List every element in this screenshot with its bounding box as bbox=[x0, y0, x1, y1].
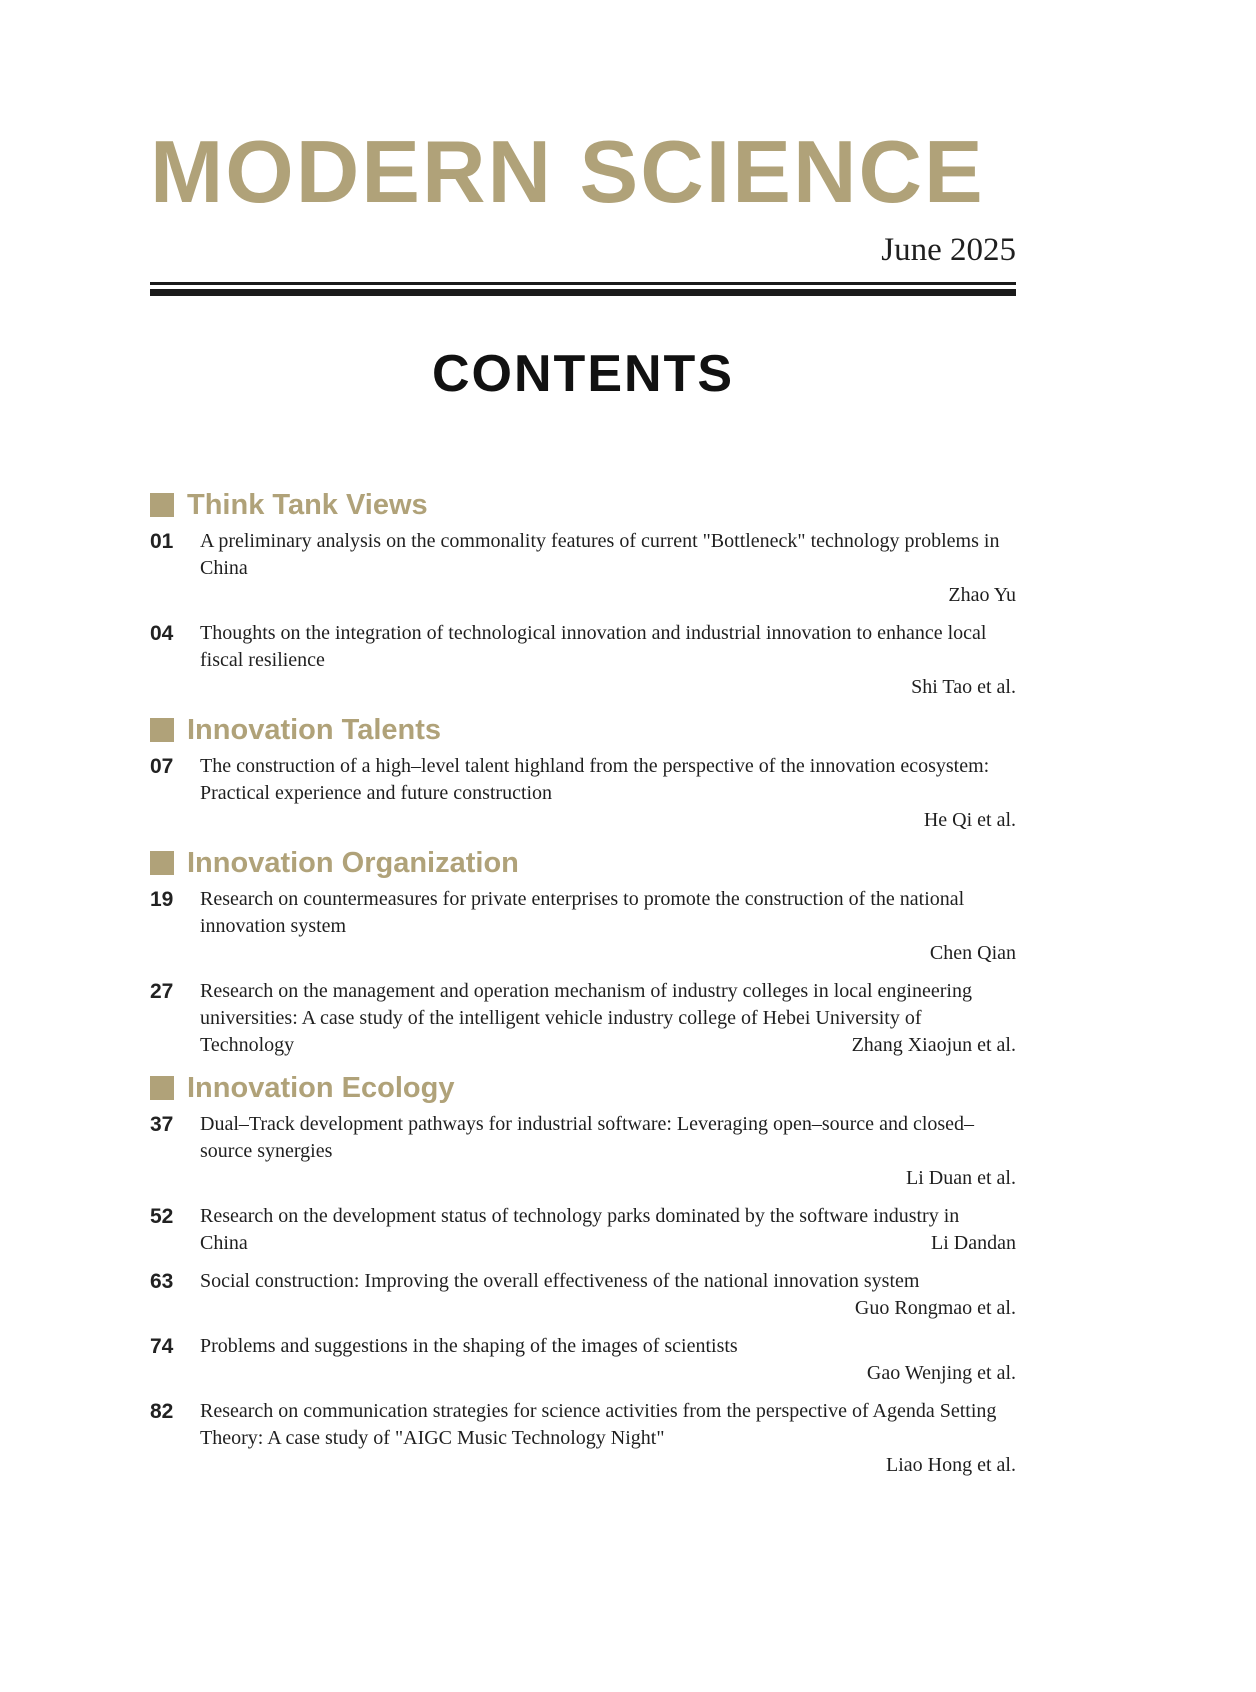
entry-author: He Qi et al. bbox=[923, 809, 1016, 832]
toc-entry bbox=[150, 528, 1016, 609]
entry-title-line: universities: A case study of the intelligent vehicle industry college of Hebei University of bbox=[200, 1007, 922, 1030]
entry-title-line: source synergies bbox=[200, 1140, 333, 1163]
entry-body bbox=[200, 1398, 1016, 1479]
toc-entry bbox=[150, 1111, 1016, 1192]
toc-section bbox=[150, 1071, 1016, 1479]
toc-entry bbox=[150, 886, 1016, 967]
entry-body bbox=[200, 886, 1016, 967]
entry-title-line: A preliminary analysis on the commonality features of current "Bottleneck" technology problems in bbox=[200, 530, 1000, 553]
header-double-rule bbox=[150, 282, 1016, 296]
section-bullet-icon bbox=[150, 851, 174, 875]
entry-title-line: Theory: A case study of "AIGC Music Technology Night" bbox=[200, 1427, 665, 1450]
entry-title-line: Research on the management and operation mechanism of industry colleges in local engineering bbox=[200, 980, 972, 1003]
entry-body bbox=[200, 528, 1016, 609]
entry-title-line: Social construction: Improving the overall effectiveness of the national innovation system bbox=[200, 1270, 920, 1293]
toc-entry bbox=[150, 753, 1016, 834]
toc-entry bbox=[150, 1398, 1016, 1479]
entry-author: Shi Tao et al. bbox=[911, 676, 1016, 699]
entry-body bbox=[200, 978, 1016, 1059]
entry-title-line: Dual–Track development pathways for industrial software: Leveraging open–source and closed– bbox=[200, 1113, 975, 1136]
contents-title: CONTENTS bbox=[432, 345, 734, 404]
entry-title-line: The construction of a high–level talent highland from the perspective of the innovation ecosystem: bbox=[200, 755, 990, 778]
entry-author: Liao Hong et al. bbox=[886, 1454, 1016, 1477]
entry-page-number: 63 bbox=[150, 1270, 174, 1294]
entry-body bbox=[200, 753, 1016, 834]
entry-title-line: fiscal resilience bbox=[200, 649, 325, 672]
journal-title: MODERN SCIENCE bbox=[150, 122, 985, 221]
toc-entry bbox=[150, 1268, 1016, 1322]
entry-title-line: Thoughts on the integration of technological innovation and industrial innovation to enhance local bbox=[200, 622, 987, 645]
entry-page-number: 37 bbox=[150, 1113, 174, 1137]
entry-author: Guo Rongmao et al. bbox=[854, 1297, 1016, 1320]
entry-title-line: Research on the development status of technology parks dominated by the software industry in bbox=[200, 1205, 960, 1228]
section-bullet-icon bbox=[150, 1076, 174, 1100]
toc-section bbox=[150, 488, 1016, 701]
section-heading bbox=[150, 846, 1016, 880]
contents-list bbox=[150, 488, 1016, 1479]
entry-title-line: Research on countermeasures for private enterprises to promote the construction of the national bbox=[200, 888, 965, 911]
entry-title-line: Problems and suggestions in the shaping of the images of scientists bbox=[200, 1335, 738, 1358]
toc-section bbox=[150, 713, 1016, 834]
issue-date: June 2025 bbox=[881, 232, 1016, 268]
section-heading bbox=[150, 1071, 1016, 1105]
toc-entry bbox=[150, 620, 1016, 701]
section-title: Think Tank Views bbox=[187, 488, 428, 521]
entry-body bbox=[200, 1268, 1016, 1322]
toc-entry bbox=[150, 978, 1016, 1059]
entry-author: Zhao Yu bbox=[948, 584, 1016, 607]
entry-body bbox=[200, 1203, 1016, 1257]
section-bullet-icon bbox=[150, 718, 174, 742]
entry-page-number: 19 bbox=[150, 888, 174, 912]
toc-entry bbox=[150, 1203, 1016, 1257]
entry-title-line: China bbox=[200, 557, 248, 580]
entry-author: Zhang Xiaojun et al. bbox=[851, 1034, 1016, 1057]
toc-entry bbox=[150, 1333, 1016, 1387]
entry-title-line: Research on communication strategies for science activities from the perspective of Agenda Setting bbox=[200, 1400, 997, 1423]
entry-page-number: 07 bbox=[150, 755, 174, 779]
entry-author: Gao Wenjing et al. bbox=[866, 1362, 1016, 1385]
entry-page-number: 52 bbox=[150, 1205, 174, 1229]
entry-title-line: Practical experience and future construction bbox=[200, 782, 553, 805]
entry-page-number: 01 bbox=[150, 530, 174, 554]
entry-body bbox=[200, 1111, 1016, 1192]
entry-page-number: 27 bbox=[150, 980, 174, 1004]
section-heading bbox=[150, 488, 1016, 522]
entry-title-line: China bbox=[200, 1232, 248, 1255]
entry-title-line: innovation system bbox=[200, 915, 347, 938]
entry-page-number: 74 bbox=[150, 1335, 174, 1359]
entry-body bbox=[200, 1333, 1016, 1387]
section-title: Innovation Organization bbox=[187, 846, 519, 879]
section-bullet-icon bbox=[150, 493, 174, 517]
toc-section bbox=[150, 846, 1016, 1059]
entry-author: Li Dandan bbox=[931, 1232, 1016, 1255]
entry-author: Chen Qian bbox=[929, 942, 1016, 965]
section-title: Innovation Talents bbox=[187, 713, 442, 746]
entry-author: Li Duan et al. bbox=[906, 1167, 1016, 1190]
entry-page-number: 04 bbox=[150, 622, 174, 646]
section-title: Innovation Ecology bbox=[187, 1071, 455, 1104]
entry-title-line: Technology bbox=[200, 1034, 295, 1057]
entry-page-number: 82 bbox=[150, 1400, 174, 1424]
entry-body bbox=[200, 620, 1016, 701]
section-heading bbox=[150, 713, 1016, 747]
